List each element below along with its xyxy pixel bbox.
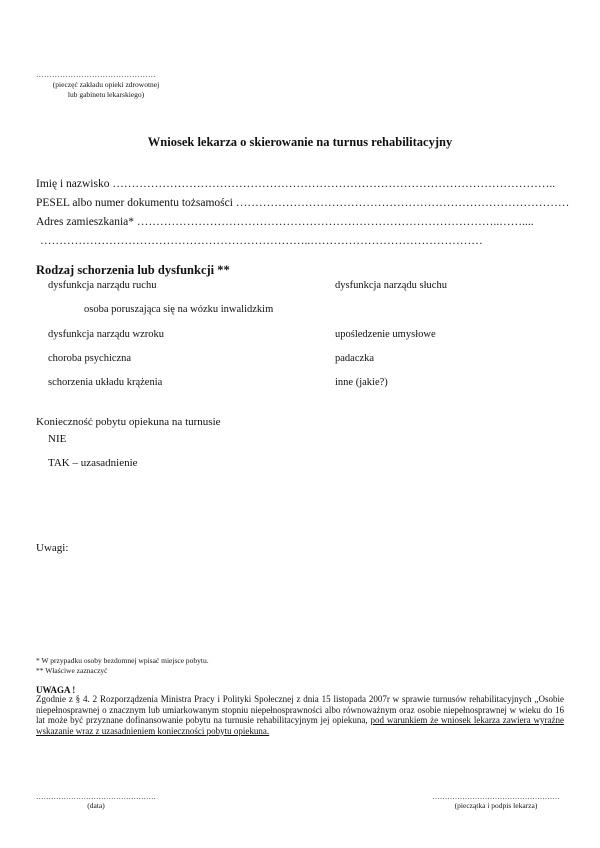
uwaga-text-main: Zgodnie z § 4. 2 Rozporządzenia Ministra Pracy i Polityki Społecznej z dnia 15 listopada 2007r w sprawie turnusów rehabilitacyjnych „Osobie niepełnosprawnej o znacznym lub umiarkowanym stopniu niepełnosprawności albo równoważnym oraz osobie niepełnosprawnej w wieku do 16 lat może być przyznane dofinansowanie pobytu na turnusie rehabilitacyjnym jej opiekuna,: [36, 694, 564, 725]
document-title: Wniosek lekarza o skierowanie na turnus rehabilitacyjny: [147, 135, 453, 149]
stamp-dotted-line: ………………………………………: [36, 70, 156, 79]
option-epilepsy[interactable]: padaczka: [335, 353, 375, 364]
doctor-dotted-line[interactable]: ……………………………………………: [432, 792, 560, 801]
date-signature: [36, 792, 156, 810]
option-circulatory-disease[interactable]: schorzenia układu krążenia: [48, 377, 163, 388]
doctor-label: (pieczątka i podpis lekarza): [454, 801, 538, 810]
stamp-label-line1: (pieczęć zakładu opieki zdrowotnej: [52, 80, 160, 89]
address-field[interactable]: Adres zamieszkania* …………………………………………………………………………………..……....: [36, 216, 534, 228]
stamp-label-line2: lub gabinetu lekarskiego): [67, 90, 145, 99]
remarks-label: Uwagi:: [36, 542, 69, 554]
uwaga-text: [36, 694, 564, 736]
caretaker-no-option[interactable]: NIE: [48, 433, 67, 445]
date-dotted-line[interactable]: …………………………………………: [36, 792, 156, 801]
address-continuation-field[interactable]: ……………………………………………………………..………………………………………: [40, 235, 483, 247]
footnote-mark: ** Właściwe zaznaczyć: [36, 666, 108, 675]
option-wheelchair[interactable]: osoba poruszająca się na wózku inwalidzkim: [84, 304, 274, 315]
stamp-label: [36, 80, 176, 100]
option-intellectual-disability[interactable]: upośledzenie umysłowe: [335, 329, 436, 340]
name-field[interactable]: Imię i nazwisko ……………………………………………………………………………………………………..: [36, 178, 556, 190]
disorders-heading: Rodzaj schorzenia lub dysfunkcji **: [36, 263, 230, 277]
option-other[interactable]: inne (jakie?): [335, 377, 388, 388]
doctor-signature: [428, 792, 564, 810]
uwaga-text-underlined: pod warunkiem że wniosek lekarza zawiera wyraźne wskazanie wraz z uzasadnieniem konieczności pobytu opiekuna.: [36, 715, 565, 736]
uwaga-heading: UWAGA !: [36, 685, 76, 695]
footnote-homeless: * W przypadku osoby bezdomnej wpisać miejsce pobytu.: [36, 656, 209, 665]
date-label: (data): [87, 801, 105, 810]
option-hearing-dysfunction[interactable]: dysfunkcja narządu słuchu: [335, 280, 447, 291]
caretaker-label: Konieczność pobytu opiekuna na turnusie: [36, 416, 221, 428]
pesel-field[interactable]: PESEL albo numer dokumentu tożsamości ……………………………………………………………………………: [36, 197, 570, 209]
caretaker-yes-option[interactable]: TAK – uzasadnienie: [48, 457, 138, 469]
option-vision-dysfunction[interactable]: dysfunkcja narządu wzroku: [48, 329, 165, 340]
option-motor-dysfunction[interactable]: dysfunkcja narządu ruchu: [48, 280, 157, 291]
option-mental-illness[interactable]: choroba psychiczna: [48, 353, 132, 364]
